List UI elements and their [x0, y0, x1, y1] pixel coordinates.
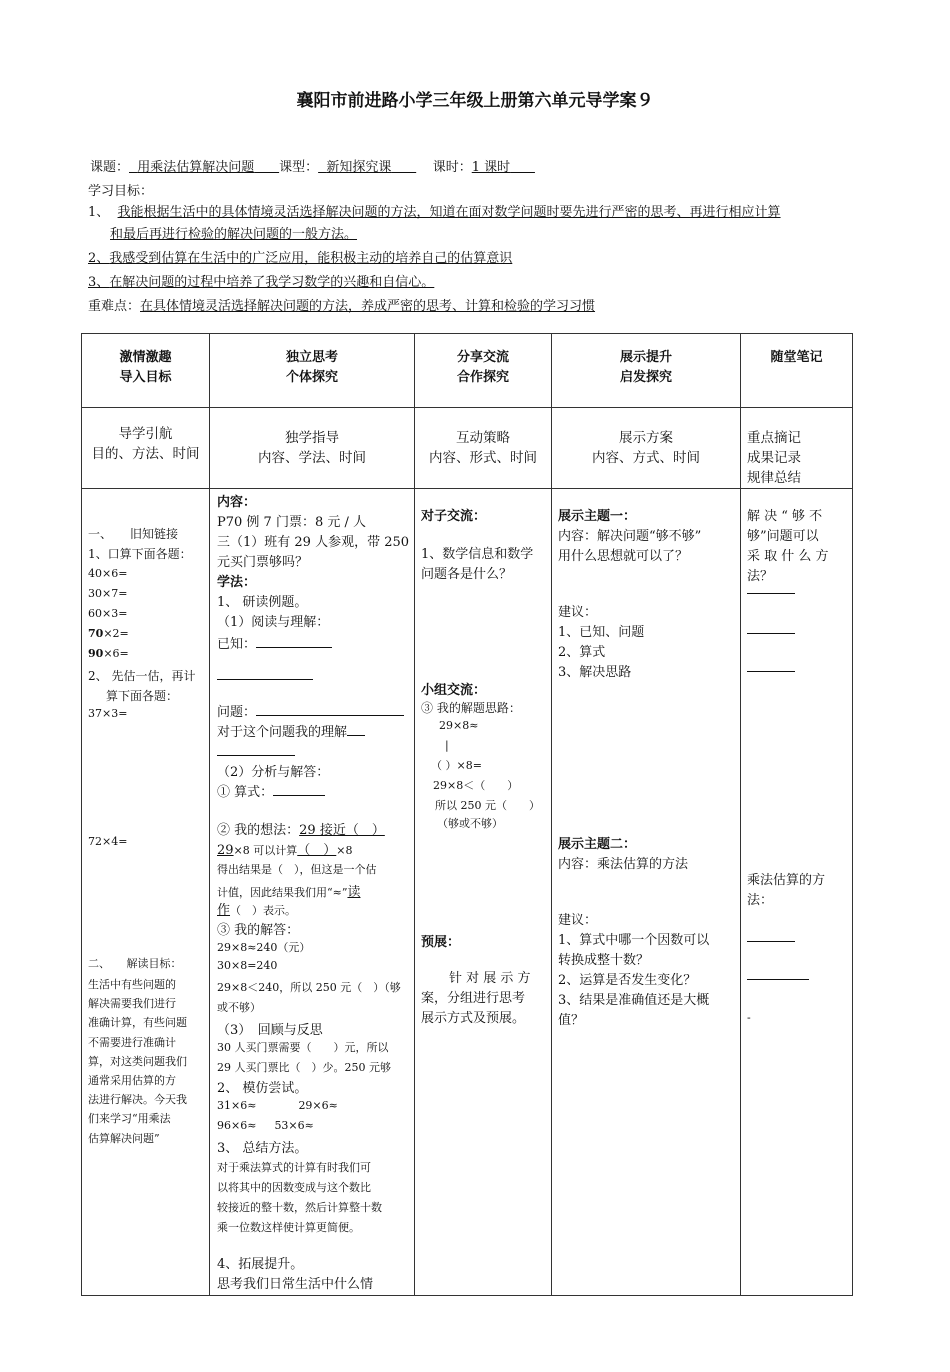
suggestion-item: 1、已知、问题: [558, 625, 645, 640]
thinking-line: 所以 250 元（ ）: [435, 799, 540, 812]
answer-line: 29×8＜240，所以 250 元（ ）（够: [217, 981, 401, 994]
theme-1-content-cont: 用什么思想就可以了？: [558, 549, 689, 564]
type-label: 课型：: [279, 160, 319, 175]
result-line-2: 计值，因此结果我们用“≈”读: [217, 885, 361, 900]
example-line: 三（1）班有 29 人参观，带 250: [217, 535, 410, 550]
result-line: 得出结果是（ ），但这是一个估: [217, 863, 377, 876]
review-line: 29 人买门票比（ ）少。250 元够: [217, 1061, 391, 1074]
note-dash: -: [747, 1011, 751, 1024]
answer-line: 30×8=240: [217, 959, 278, 972]
content-label: 内容：: [217, 495, 257, 510]
thinking-line: 29×8≈: [439, 719, 479, 732]
note-text: 够”问题可以: [747, 529, 819, 544]
note-blank-line[interactable]: [747, 593, 795, 594]
content-col-5: [741, 489, 853, 1296]
preview-line: 案，分组进行思考: [421, 991, 526, 1006]
step-4: 4、拓展提升。: [217, 1257, 304, 1272]
thinking-line: （ ）×8=: [431, 759, 482, 772]
pair-exchange-label: 对子交流：: [421, 509, 487, 524]
note-text: 采 取 什 么 方: [747, 549, 829, 564]
answer-line: 29×8≈240（元）: [217, 941, 311, 954]
goal-item-2: 2、我感受到估算在生活中的广泛应用，能积极主动的培养自己的估算意识: [88, 251, 513, 266]
note-text: 法：: [747, 893, 774, 908]
thinking-line: （够或不够）: [437, 817, 503, 830]
summary-line: 以将其中的因数变成与这个数比: [217, 1181, 371, 1194]
suggestion-item: 转换成整十数？: [558, 953, 650, 968]
content-row: [82, 489, 853, 1296]
try-line: 96×6≈ 53×6≈: [217, 1119, 314, 1132]
pair-question-cont: 问题各是什么？: [421, 567, 513, 582]
known-line: 已知：: [217, 633, 332, 652]
preview-label: 预展：: [421, 935, 461, 950]
goal-reading-title: 二、 解读目标：: [88, 957, 182, 970]
summary-line: 乘一位数这样使计算更简便。: [217, 1221, 360, 1234]
pair-question: 1、数学信息和数学: [421, 547, 534, 562]
note-blank-line[interactable]: [747, 633, 795, 634]
estimate-item: 37×3=: [88, 707, 128, 720]
suggestion-label: 建议：: [558, 605, 598, 620]
example-line: P70 例 7 门票：8 元 / 人: [217, 515, 367, 530]
note-blank-line[interactable]: [747, 979, 809, 980]
oral-calc-label: 1、口算下面各题：: [88, 547, 192, 561]
subheader-col-2: 独学指导 内容、学法、时间: [210, 408, 415, 489]
step-1a: （1）阅读与理解：: [217, 615, 330, 630]
theme-1-content: 内容：解决问题“够不够”: [558, 529, 702, 544]
note-blank-line[interactable]: [747, 941, 795, 942]
key-points: 重难点：在具体情境灵活选择解决问题的方法，养成严密的思考、计算和检验的学习习惯: [88, 299, 596, 314]
example-line: 元买门票够吗？: [217, 555, 309, 570]
oral-item: 40×6=: [88, 567, 128, 580]
step-2: 2、 模仿尝试。: [217, 1081, 308, 1096]
answer-line: 或不够）: [217, 1001, 261, 1014]
preview-line: 针 对 展 示 方: [449, 971, 531, 986]
estimate-label-cont: 算下面各题：: [106, 689, 179, 703]
topic-value: 用乘法估算解决问题: [137, 160, 255, 175]
header-col-1: 激情激趣 导入目标: [82, 334, 210, 408]
note-blank-line[interactable]: [747, 671, 795, 672]
suggestion-item: 3、解决思路: [558, 665, 632, 680]
thinking-label: ③ 我的解题思路：: [421, 701, 521, 715]
goal-item-3: 3、在解决问题的过程中培养了我学习数学的兴趣和自信心。: [88, 275, 435, 290]
note-text: 法？: [747, 569, 774, 584]
idea-line-2: 29×8 可以计算（ ）×8: [217, 843, 353, 858]
suggestion-item: 2、算式: [558, 645, 606, 660]
estimate-item: 72×4=: [88, 835, 128, 848]
hours-value: 1 课时: [471, 160, 511, 175]
idea-line: ② 我的想法：29 接近（ ）: [217, 823, 385, 838]
subheader-col-4: 展示方案 内容、方式、时间: [552, 408, 741, 489]
suggestion-item: 值？: [558, 1013, 585, 1028]
header-col-3: 分享交流 合作探究: [415, 334, 552, 408]
known-line-2: [217, 665, 313, 684]
lesson-table: [81, 333, 853, 1296]
suggestion-item: 2、运算是否发生变化？: [558, 973, 697, 988]
thinking-line: |: [445, 739, 449, 752]
result-line-3: 作（ ）表示。: [217, 903, 297, 918]
oral-item: 30×7=: [88, 587, 128, 600]
page-title: 襄阳市前进路小学三年级上册第六单元导学案９: [296, 91, 654, 111]
theme-2-content: 内容：乘法估算的方法: [558, 857, 689, 872]
understand-line-2: [217, 741, 295, 760]
header-row: [82, 334, 853, 408]
topic-label: 课题：: [90, 160, 130, 175]
old-knowledge-title: 一、 旧知链接: [88, 527, 179, 541]
goal-reading-text: 生活中有些问题的 解决需要我们进行 准确计算，有些问题 不需要进行准确计 算，对这类问题我们 通常采用估算的方 法进行解决。今天我 们来学习“用乘法 估算解决问题”: [88, 978, 187, 1145]
review-label: （3） 回顾与反思: [217, 1023, 323, 1038]
preview-line: 展示方式及预展。: [421, 1011, 526, 1026]
try-line: 31×6≈ 29×6≈: [217, 1099, 338, 1112]
hours-label: 课时：: [432, 160, 472, 175]
header-col-5: 随堂笔记: [741, 334, 853, 408]
review-line: 30 人买门票需要（ ）元，所以: [217, 1041, 389, 1054]
step-3: 3、 总结方法。: [217, 1141, 308, 1156]
subheader-col-3: 互动策略 内容、形式、时间: [415, 408, 552, 489]
summary-line: 对于乘法算式的计算有时我们可: [217, 1161, 371, 1174]
method-label: 学法：: [217, 575, 257, 590]
question-line: 问题：: [217, 701, 404, 720]
note-text: 乘法估算的方: [747, 873, 826, 888]
thinking-line: 29×8＜（ ）: [433, 779, 519, 792]
content-col-2: [210, 489, 415, 1296]
goal-item-1: 1、 我能根据生活中的具体情境灵活选择解决问题的方法，知道在面对数学问题时要先进行严密的思考、再进行相应计算 和最后再进行检验的解决问题的一般方法。: [88, 205, 781, 242]
content-col-3: [415, 489, 552, 1296]
step-4-question: 思考我们日常生活中什么情: [217, 1277, 374, 1292]
theme-1-label: 展示主题一：: [558, 509, 637, 524]
oral-item: 60×3=: [88, 607, 128, 620]
type-value: 新知探究课: [326, 160, 392, 175]
oral-item: 70×2=: [88, 627, 129, 640]
subheader-col-5: 重点摘记 成果记录 规律总结: [741, 408, 853, 489]
suggestion-label: 建议：: [558, 913, 598, 928]
suggestion-item: 3、结果是准确值还是大概: [558, 993, 710, 1008]
understand-line: 对于这个问题我的理解: [217, 721, 365, 740]
oral-item: 90×6=: [88, 647, 129, 660]
group-exchange-label: 小组交流：: [421, 683, 487, 698]
formula-line: ① 算式：: [217, 781, 325, 800]
header-col-2: 独立思考 个体探究: [210, 334, 415, 408]
summary-line: 较接近的整十数，然后计算整十数: [217, 1201, 382, 1214]
goals-heading: 学习目标：: [88, 184, 154, 199]
content-col-4: [552, 489, 741, 1296]
lesson-meta: [90, 156, 535, 175]
estimate-label: 2、 先估一估，再计: [88, 669, 196, 683]
subheader-row: [82, 408, 853, 489]
answer-label: ③ 我的解答：: [217, 923, 300, 938]
header-col-4: 展示提升 启发探究: [552, 334, 741, 408]
step-1b: （2）分析与解答：: [217, 765, 330, 780]
step-1: 1、 研读例题。: [217, 595, 308, 610]
suggestion-item: 1、算式中哪一个因数可以: [558, 933, 710, 948]
subheader-col-1: 导学引航 目的、方法、时间: [82, 408, 210, 489]
content-col-1: [82, 489, 210, 1296]
theme-2-label: 展示主题二：: [558, 837, 637, 852]
note-text: 解 决 “ 够 不: [747, 509, 823, 524]
